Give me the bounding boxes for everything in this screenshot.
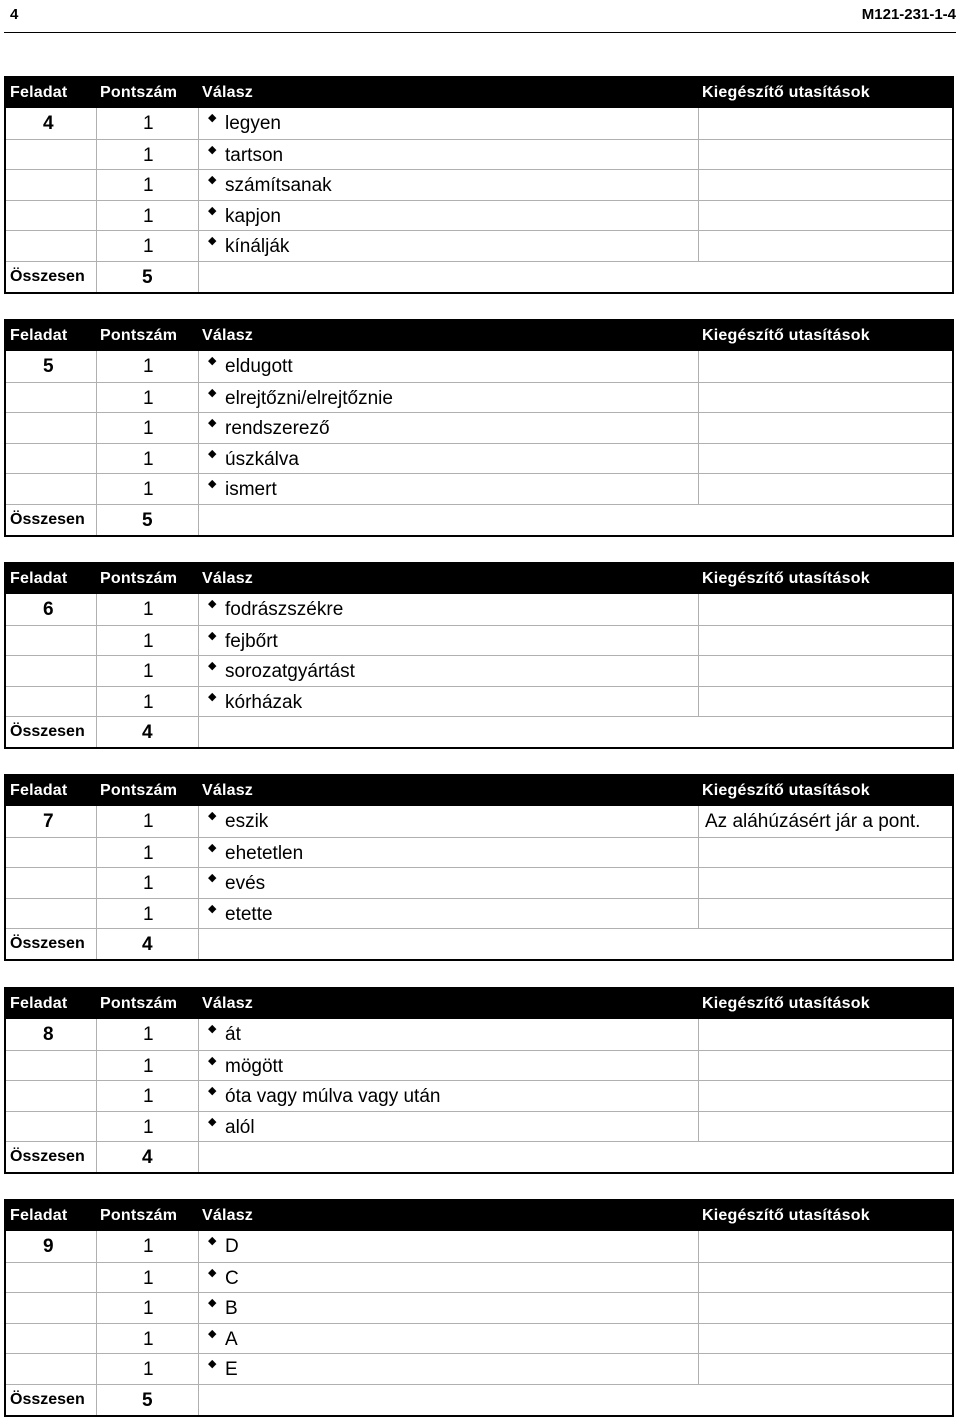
header-pontszam: Pontszám <box>100 1207 178 1224</box>
header-pontszam: Pontszám <box>100 782 178 799</box>
kiegeszito-cell <box>698 444 952 474</box>
diamond-bullet-icon: ◆ <box>208 902 217 915</box>
valasz-cell <box>198 108 698 139</box>
feladat-cell <box>6 1263 96 1293</box>
total-label: Összesen <box>10 267 85 285</box>
pontszam-cell <box>96 687 198 717</box>
total-label-cell <box>6 1142 97 1172</box>
answer-text: kapjon <box>225 205 281 227</box>
total-empty-cell <box>198 262 952 292</box>
header-kiegeszito: Kiegészítő utasítások <box>702 1207 870 1224</box>
points-value: 1 <box>143 1267 154 1289</box>
header-pontszam: Pontszám <box>100 327 178 344</box>
header-feladat: Feladat <box>10 84 68 101</box>
kiegeszito-cell <box>698 1293 952 1323</box>
pontszam-cell <box>96 656 198 686</box>
task-number: 6 <box>43 599 54 620</box>
table-row <box>6 837 952 868</box>
valasz-cell <box>198 626 698 656</box>
table-row <box>6 382 952 413</box>
kiegeszito-cell <box>698 474 952 504</box>
header-feladat: Feladat <box>10 570 68 587</box>
answer-text: fejbőrt <box>225 630 278 652</box>
valasz-cell <box>198 1112 698 1142</box>
valasz-cell <box>198 806 698 837</box>
table-row <box>6 108 952 139</box>
feladat-cell <box>6 656 96 686</box>
points-value: 1 <box>143 1024 154 1045</box>
feladat-cell <box>6 806 96 837</box>
table-row <box>6 1080 952 1111</box>
total-label: Összesen <box>10 935 85 953</box>
valasz-cell <box>198 838 698 868</box>
pontszam-cell <box>96 1231 198 1262</box>
task-number: 5 <box>43 356 54 377</box>
answer-text: fodrászszékre <box>225 599 344 620</box>
valasz-cell <box>198 444 698 474</box>
pontszam-cell <box>96 1081 198 1111</box>
kiegeszito-cell <box>698 383 952 413</box>
table-row <box>6 594 952 625</box>
table-row <box>6 806 952 837</box>
table-row <box>6 1111 952 1142</box>
points-value: 1 <box>143 113 154 134</box>
valasz-cell <box>198 170 698 200</box>
points-value: 1 <box>143 356 154 377</box>
feladat-cell <box>6 231 96 261</box>
pontszam-cell <box>96 1112 198 1142</box>
pontszam-cell <box>96 444 198 474</box>
kiegeszito-cell <box>698 687 952 717</box>
pontszam-cell <box>96 838 198 868</box>
answer-text: kínálják <box>225 236 290 258</box>
task-table-8 <box>4 987 954 1174</box>
header-feladat: Feladat <box>10 1207 68 1224</box>
table-row <box>6 443 952 474</box>
valasz-cell <box>198 687 698 717</box>
table-header <box>6 776 952 806</box>
kiegeszito-cell <box>698 413 952 443</box>
diamond-bullet-icon: ◆ <box>208 660 217 673</box>
answer-text: etette <box>225 903 273 925</box>
answer-text: B <box>225 1298 238 1320</box>
feladat-cell <box>6 1354 96 1384</box>
pontszam-cell <box>96 626 198 656</box>
kiegeszito-cell <box>698 868 952 898</box>
header-kiegeszito: Kiegészítő utasítások <box>702 782 870 799</box>
table-row <box>6 169 952 200</box>
kiegeszito-cell <box>698 594 952 625</box>
answer-text: kórházak <box>225 691 303 713</box>
total-row <box>6 504 952 535</box>
header-valasz: Válasz <box>202 995 254 1012</box>
valasz-cell <box>198 201 698 231</box>
pontszam-cell <box>96 351 198 382</box>
diamond-bullet-icon: ◆ <box>208 417 217 430</box>
valasz-cell <box>198 1354 698 1384</box>
kiegeszito-cell <box>698 899 952 929</box>
valasz-cell <box>198 868 698 898</box>
diamond-bullet-icon: ◆ <box>208 810 217 822</box>
feladat-cell <box>6 474 96 504</box>
table-row <box>6 686 952 717</box>
feladat-cell <box>6 1324 96 1354</box>
feladat-cell <box>6 140 96 170</box>
header-kiegeszito: Kiegészítő utasítások <box>702 84 870 101</box>
kiegeszito-cell <box>698 1112 952 1142</box>
pontszam-cell <box>96 1019 198 1050</box>
total-label-cell <box>6 505 97 535</box>
pontszam-cell <box>96 108 198 139</box>
total-empty-cell <box>198 1385 952 1415</box>
pontszam-cell <box>96 1263 198 1293</box>
diamond-bullet-icon: ◆ <box>208 1297 217 1310</box>
valasz-cell <box>198 351 698 382</box>
kiegeszito-cell <box>698 838 952 868</box>
diamond-bullet-icon: ◆ <box>208 478 217 491</box>
kiegeszito-cell <box>698 806 952 837</box>
total-points: 5 <box>142 266 153 288</box>
feladat-cell <box>6 868 96 898</box>
pontszam-cell <box>96 594 198 625</box>
diamond-bullet-icon: ◆ <box>208 112 217 124</box>
total-label: Összesen <box>10 1148 85 1166</box>
total-row <box>6 1141 952 1172</box>
total-points: 4 <box>142 1147 153 1169</box>
header-kiegeszito: Kiegészítő utasítások <box>702 327 870 344</box>
pontszam-cell <box>96 1293 198 1323</box>
header-valasz: Válasz <box>202 327 254 344</box>
diamond-bullet-icon: ◆ <box>208 174 217 187</box>
points-value: 1 <box>143 1116 154 1138</box>
kiegeszito-cell <box>698 108 952 139</box>
table-row <box>6 867 952 898</box>
header-valasz: Válasz <box>202 570 254 587</box>
points-value: 1 <box>143 205 154 227</box>
points-value: 1 <box>143 691 154 713</box>
valasz-cell <box>198 1051 698 1081</box>
valasz-cell <box>198 1019 698 1050</box>
header-valasz: Válasz <box>202 782 254 799</box>
pontszam-cell <box>96 474 198 504</box>
diamond-bullet-icon: ◆ <box>208 1115 217 1128</box>
total-row <box>6 716 952 747</box>
table-row <box>6 1050 952 1081</box>
pontszam-cell <box>96 899 198 929</box>
table-row <box>6 1353 952 1384</box>
feladat-cell <box>6 108 96 139</box>
answer-text: alól <box>225 1116 255 1138</box>
table-header <box>6 564 952 594</box>
table-row <box>6 200 952 231</box>
diamond-bullet-icon: ◆ <box>208 629 217 642</box>
feladat-cell <box>6 1081 96 1111</box>
kiegeszito-cell <box>698 351 952 382</box>
answer-text: C <box>225 1267 239 1289</box>
answer-text: ismert <box>225 479 277 501</box>
feladat-cell <box>6 1231 96 1262</box>
points-value: 1 <box>143 630 154 652</box>
task-table-4 <box>4 76 954 294</box>
pontszam-cell <box>96 413 198 443</box>
valasz-cell <box>198 231 698 261</box>
kiegeszito-cell <box>698 1231 952 1262</box>
header-pontszam: Pontszám <box>100 995 178 1012</box>
kiegeszito-cell <box>698 201 952 231</box>
kiegeszito-cell <box>698 1324 952 1354</box>
points-value: 1 <box>143 1086 154 1108</box>
diamond-bullet-icon: ◆ <box>208 386 217 399</box>
feladat-cell <box>6 1112 96 1142</box>
table-row <box>6 139 952 170</box>
total-points-cell <box>96 1142 198 1172</box>
valasz-cell <box>198 383 698 413</box>
answer-text: legyen <box>225 113 281 134</box>
total-label-cell <box>6 262 97 292</box>
task-number: 8 <box>43 1024 54 1045</box>
pontszam-cell <box>96 170 198 200</box>
page-header <box>4 0 956 33</box>
answer-text: elrejtőzni/elrejtőznie <box>225 387 393 409</box>
points-value: 1 <box>143 873 154 895</box>
header-pontszam: Pontszám <box>100 84 178 101</box>
pontszam-cell <box>96 140 198 170</box>
total-points: 4 <box>142 934 153 956</box>
valasz-cell <box>198 1081 698 1111</box>
document-code: M121-231-1-4 <box>861 6 956 23</box>
valasz-cell <box>198 413 698 443</box>
kiegeszito-cell <box>698 231 952 261</box>
total-empty-cell <box>198 929 952 959</box>
feladat-cell <box>6 413 96 443</box>
kiegeszito-cell <box>698 1081 952 1111</box>
answer-text: számítsanak <box>225 175 332 197</box>
points-value: 1 <box>143 418 154 440</box>
diamond-bullet-icon: ◆ <box>208 1085 217 1098</box>
answer-text: tartson <box>225 144 284 166</box>
pontszam-cell <box>96 1051 198 1081</box>
diamond-bullet-icon: ◆ <box>208 447 217 460</box>
points-value: 1 <box>143 599 154 620</box>
table-row <box>6 1292 952 1323</box>
kiegeszito-cell <box>698 656 952 686</box>
feladat-cell <box>6 170 96 200</box>
total-label-cell <box>6 717 97 747</box>
pontszam-cell <box>96 1354 198 1384</box>
answer-text: sorozatgyártást <box>225 661 355 683</box>
total-points-cell <box>96 717 198 747</box>
total-empty-cell <box>198 717 952 747</box>
points-value: 1 <box>143 811 154 832</box>
diamond-bullet-icon: ◆ <box>208 235 217 248</box>
table-row <box>6 655 952 686</box>
total-points-cell <box>96 1385 198 1415</box>
diamond-bullet-icon: ◆ <box>208 1235 217 1247</box>
header-feladat: Feladat <box>10 995 68 1012</box>
answer-text: ehetetlen <box>225 842 304 864</box>
diamond-bullet-icon: ◆ <box>208 1266 217 1279</box>
answer-text: E <box>225 1359 238 1381</box>
table-header <box>6 321 952 351</box>
diamond-bullet-icon: ◆ <box>208 1023 217 1035</box>
valasz-cell <box>198 1231 698 1262</box>
answer-text: A <box>225 1328 238 1350</box>
feladat-cell <box>6 838 96 868</box>
table-row <box>6 625 952 656</box>
kiegeszito-cell <box>698 1019 952 1050</box>
diamond-bullet-icon: ◆ <box>208 1358 217 1371</box>
points-value: 1 <box>143 1359 154 1381</box>
table-row <box>6 1323 952 1354</box>
points-value: 1 <box>143 387 154 409</box>
answer-text: evés <box>225 873 266 895</box>
valasz-cell <box>198 474 698 504</box>
total-points: 5 <box>142 509 153 531</box>
total-label: Összesen <box>10 510 85 528</box>
pontszam-cell <box>96 1324 198 1354</box>
task-table-9 <box>4 1199 954 1417</box>
answer-text: úszkálva <box>225 448 299 470</box>
total-points: 5 <box>142 1389 153 1411</box>
task-table-6 <box>4 562 954 749</box>
task-number: 4 <box>43 113 54 134</box>
total-empty-cell <box>198 1142 952 1172</box>
task-table-5 <box>4 319 954 537</box>
total-row <box>6 1384 952 1415</box>
feladat-cell <box>6 1051 96 1081</box>
total-points-cell <box>96 505 198 535</box>
pontszam-cell <box>96 868 198 898</box>
header-feladat: Feladat <box>10 782 68 799</box>
header-valasz: Válasz <box>202 84 254 101</box>
pontszam-cell <box>96 231 198 261</box>
diamond-bullet-icon: ◆ <box>208 1327 217 1340</box>
table-row <box>6 898 952 929</box>
total-label: Összesen <box>10 723 85 741</box>
table-row <box>6 412 952 443</box>
total-label-cell <box>6 929 97 959</box>
points-value: 1 <box>143 1298 154 1320</box>
header-feladat: Feladat <box>10 327 68 344</box>
kiegeszito-cell <box>698 140 952 170</box>
header-pontszam: Pontszám <box>100 570 178 587</box>
points-value: 1 <box>143 661 154 683</box>
answer-text: D <box>225 1236 239 1257</box>
header-valasz: Válasz <box>202 1207 254 1224</box>
points-value: 1 <box>143 903 154 925</box>
points-value: 1 <box>143 479 154 501</box>
table-header <box>6 78 952 108</box>
diamond-bullet-icon: ◆ <box>208 690 217 703</box>
pontszam-cell <box>96 201 198 231</box>
points-value: 1 <box>143 842 154 864</box>
table-row <box>6 351 952 382</box>
valasz-cell <box>198 140 698 170</box>
answer-text: át <box>225 1024 241 1045</box>
total-empty-cell <box>198 505 952 535</box>
feladat-cell <box>6 201 96 231</box>
task-number: 9 <box>43 1236 54 1257</box>
diamond-bullet-icon: ◆ <box>208 143 217 156</box>
total-row <box>6 928 952 959</box>
answer-text: eszik <box>225 811 269 832</box>
total-label: Összesen <box>10 1390 85 1408</box>
table-header <box>6 1201 952 1231</box>
points-value: 1 <box>143 144 154 166</box>
pontszam-cell <box>96 806 198 837</box>
header-kiegeszito: Kiegészítő utasítások <box>702 570 870 587</box>
diamond-bullet-icon: ◆ <box>208 204 217 217</box>
kiegeszito-cell <box>698 1263 952 1293</box>
answer-text: eldugott <box>225 356 293 377</box>
diamond-bullet-icon: ◆ <box>208 598 217 610</box>
kiegeszito-cell <box>698 1051 952 1081</box>
feladat-cell <box>6 1293 96 1323</box>
valasz-cell <box>198 899 698 929</box>
feladat-cell <box>6 594 96 625</box>
points-value: 1 <box>143 175 154 197</box>
feladat-cell <box>6 687 96 717</box>
kiegeszito-cell <box>698 626 952 656</box>
task-table-7 <box>4 774 954 961</box>
total-points-cell <box>96 262 198 292</box>
valasz-cell <box>198 1263 698 1293</box>
table-row <box>6 230 952 261</box>
diamond-bullet-icon: ◆ <box>208 355 217 367</box>
points-value: 1 <box>143 1328 154 1350</box>
table-row <box>6 1231 952 1262</box>
points-value: 1 <box>143 448 154 470</box>
valasz-cell <box>198 1293 698 1323</box>
kiegeszito-cell <box>698 170 952 200</box>
feladat-cell <box>6 899 96 929</box>
points-value: 1 <box>143 1055 154 1077</box>
points-value: 1 <box>143 236 154 258</box>
table-row <box>6 1262 952 1293</box>
total-points: 4 <box>142 722 153 744</box>
header-kiegeszito: Kiegészítő utasítások <box>702 995 870 1012</box>
valasz-cell <box>198 656 698 686</box>
total-row <box>6 261 952 292</box>
answer-text: mögött <box>225 1055 284 1077</box>
answer-text: rendszerező <box>225 418 330 440</box>
valasz-cell <box>198 1324 698 1354</box>
feladat-cell <box>6 351 96 382</box>
feladat-cell <box>6 444 96 474</box>
total-points-cell <box>96 929 198 959</box>
table-row <box>6 1019 952 1050</box>
table-header <box>6 989 952 1019</box>
diamond-bullet-icon: ◆ <box>208 841 217 854</box>
page-number: 4 <box>10 6 19 23</box>
points-value: 1 <box>143 1236 154 1257</box>
feladat-cell <box>6 1019 96 1050</box>
valasz-cell <box>198 594 698 625</box>
pontszam-cell <box>96 383 198 413</box>
diamond-bullet-icon: ◆ <box>208 1054 217 1067</box>
feladat-cell <box>6 626 96 656</box>
answer-text: óta vagy múlva vagy után <box>225 1086 441 1108</box>
table-row <box>6 473 952 504</box>
instruction-note: Az aláhúzásért jár a pont. <box>705 811 921 832</box>
diamond-bullet-icon: ◆ <box>208 872 217 885</box>
feladat-cell <box>6 383 96 413</box>
task-number: 7 <box>43 811 54 832</box>
kiegeszito-cell <box>698 1354 952 1384</box>
total-label-cell <box>6 1385 97 1415</box>
